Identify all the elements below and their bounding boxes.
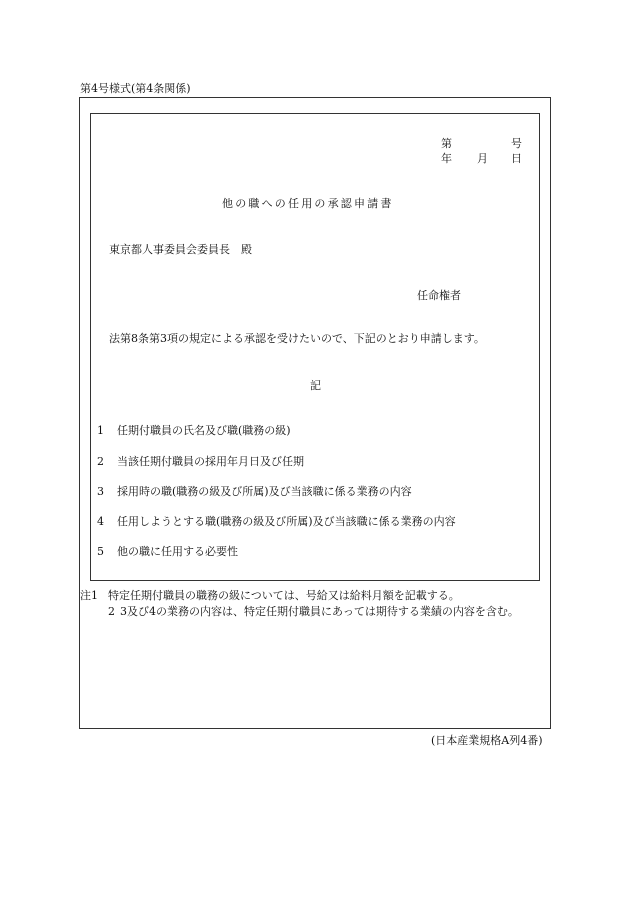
item-text: 当該任期付職員の採用年月日及び任期 [117, 455, 304, 468]
item-number: 2 [97, 455, 104, 468]
item-text: 任用しようとする職(職務の級及び所属)及び当該職に係る業務の内容 [117, 515, 456, 528]
item-text: 任期付職員の氏名及び職(職務の級) [117, 424, 291, 437]
ki-heading: 記 [310, 379, 321, 392]
note-item [108, 606, 519, 617]
item-text: 他の職に任用する必要性 [117, 545, 238, 558]
date-year-label: 年 [441, 152, 452, 165]
list-item [97, 456, 304, 467]
appointing-authority-label: 任命権者 [417, 289, 461, 302]
application-frame [90, 113, 540, 581]
item-number: 1 [97, 424, 104, 437]
note-number: 2 [108, 605, 115, 618]
list-item [97, 425, 291, 436]
document-title: 他の職への任用の承認申請書 [222, 197, 394, 210]
application-statement: 法第8条第3項の規定による承認を受けたいので、下記のとおり申請します。 [109, 332, 485, 345]
item-number: 4 [97, 515, 104, 528]
paper-size-note: (日本産業規格A列4番) [431, 734, 543, 747]
note-text: 3及び4の業務の内容は、特定任期付職員にあっては期待する業績の内容を含む。 [120, 605, 519, 618]
list-item [97, 516, 456, 527]
list-item [97, 486, 412, 497]
addressee: 東京都人事委員会委員長 殿 [109, 243, 252, 256]
item-number: 5 [97, 545, 104, 558]
list-item [97, 546, 238, 557]
note-number: 注1 [80, 589, 98, 602]
date-day-label: 日 [511, 152, 522, 165]
note-text: 特定任期付職員の職務の級については、号給又は給料月額を記載する。 [108, 589, 460, 602]
document-number-label: 第 [441, 137, 452, 150]
note-item [80, 590, 460, 601]
item-text: 採用時の職(職務の級及び所属)及び当該職に係る業務の内容 [117, 485, 412, 498]
date-month-label: 月 [477, 152, 488, 165]
item-number: 3 [97, 485, 104, 498]
document-number-suffix: 号 [511, 137, 522, 150]
form-number-label: 第4号様式(第4条関係) [80, 82, 191, 95]
